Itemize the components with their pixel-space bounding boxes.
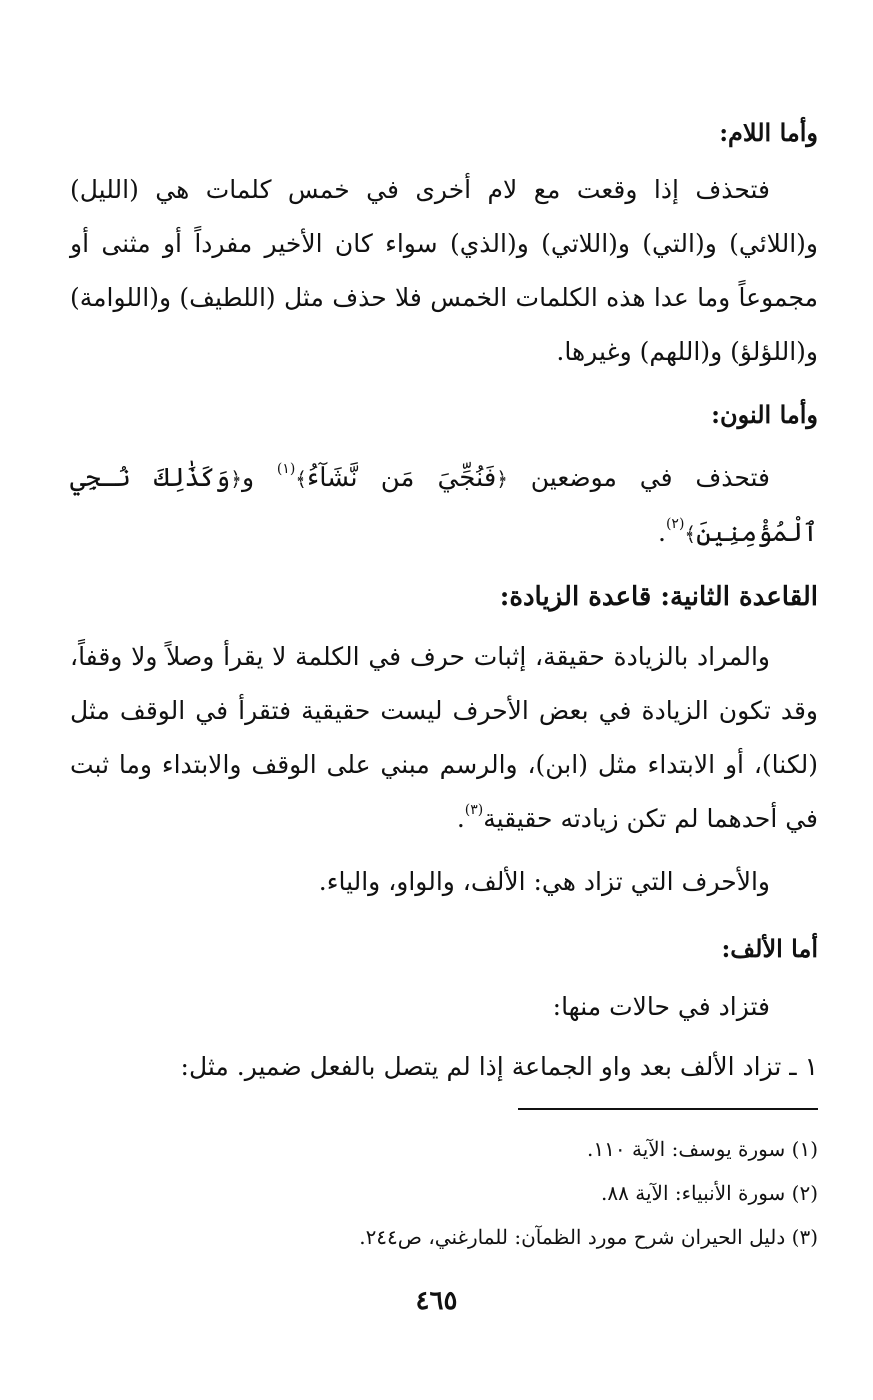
lam-heading: وأما اللام: <box>719 118 818 147</box>
ornament-open: ﴿ <box>496 467 508 491</box>
footnote-ref-1: (١) <box>276 460 296 477</box>
page-number: ٤٦٥ <box>415 1286 458 1316</box>
rule2-heading: القاعدة الثانية: قاعدة الزيادة: <box>499 582 818 612</box>
cases-line: فتزاد في حالات منها: <box>552 992 770 1021</box>
footnote-ref-2: (٢) <box>665 515 685 532</box>
quran-verse-2: وَكَذَٰلِكَ نُـجِي ٱلْمُؤْمِنِينَ <box>70 463 818 548</box>
letters-paragraph: والأحرف التي تزاد هي: الألف، والواو، والياء. <box>318 867 770 896</box>
footnote-ref-3: (٣) <box>464 801 484 818</box>
nun-intro: فتحذف في موضعين <box>530 463 770 492</box>
nun-heading: وأما النون: <box>711 400 818 429</box>
ziyada-text: والمراد بالزيادة حقيقة، إثبات حرف في الكلمة لا يقرأ وصلاً ولا وقفاً، وقد تكون الزيادة في بعض الأحرف ليست حقيقية فتقرأ في الوقف مثل (لكنا)، أو الابتداء مثل (ابن)، والرسم مبني على الوقف والابتداء وما ثبت في أحدهما لم تكن زيادته حقيقية <box>70 642 818 833</box>
ornament-close: ﴾ <box>295 467 308 491</box>
footnote-3: (٣) دليل الحيران شرح مورد الظمآن: للمارغني، ص٢٤٤. <box>359 1225 818 1249</box>
ziyada-paragraph <box>70 630 818 846</box>
lam-paragraph: فتحذف إذا وقعت مع لام أخرى في خمس كلمات هي (الليل) و(اللائي) و(التي) و(اللاتي) و(الذي) سواء كان الأخير مفرداً أو مثنى أو مجموعاً وما عدا هذه الكلمات الخمس فلا حذف مثل (اللطيف) و(اللوامة) و(اللؤلؤ) و(اللهم) وغيرها. <box>70 175 818 366</box>
ornament-open: ﴿ <box>230 467 242 491</box>
nun-end: . <box>657 518 666 547</box>
footnote-2: (٢) سورة الأنبياء: الآية ٨٨. <box>601 1181 818 1205</box>
alif-heading: أما الألف: <box>721 934 818 963</box>
quran-verse-1: فَنُجِّيَ مَن نَّشَآءُ <box>307 463 497 493</box>
ziyada-end: . <box>456 804 465 833</box>
footnote-1: (١) سورة يوسف: الآية ١١٠. <box>587 1137 818 1161</box>
nun-paragraph <box>70 451 818 561</box>
ornament-close: ﴾ <box>684 522 697 546</box>
conjunction: و <box>241 463 255 492</box>
case1-line: ١ ـ تزاد الألف بعد واو الجماعة إذا لم يتصل بالفعل ضمير. مثل: <box>180 1052 818 1081</box>
footnote-divider <box>518 1108 818 1110</box>
